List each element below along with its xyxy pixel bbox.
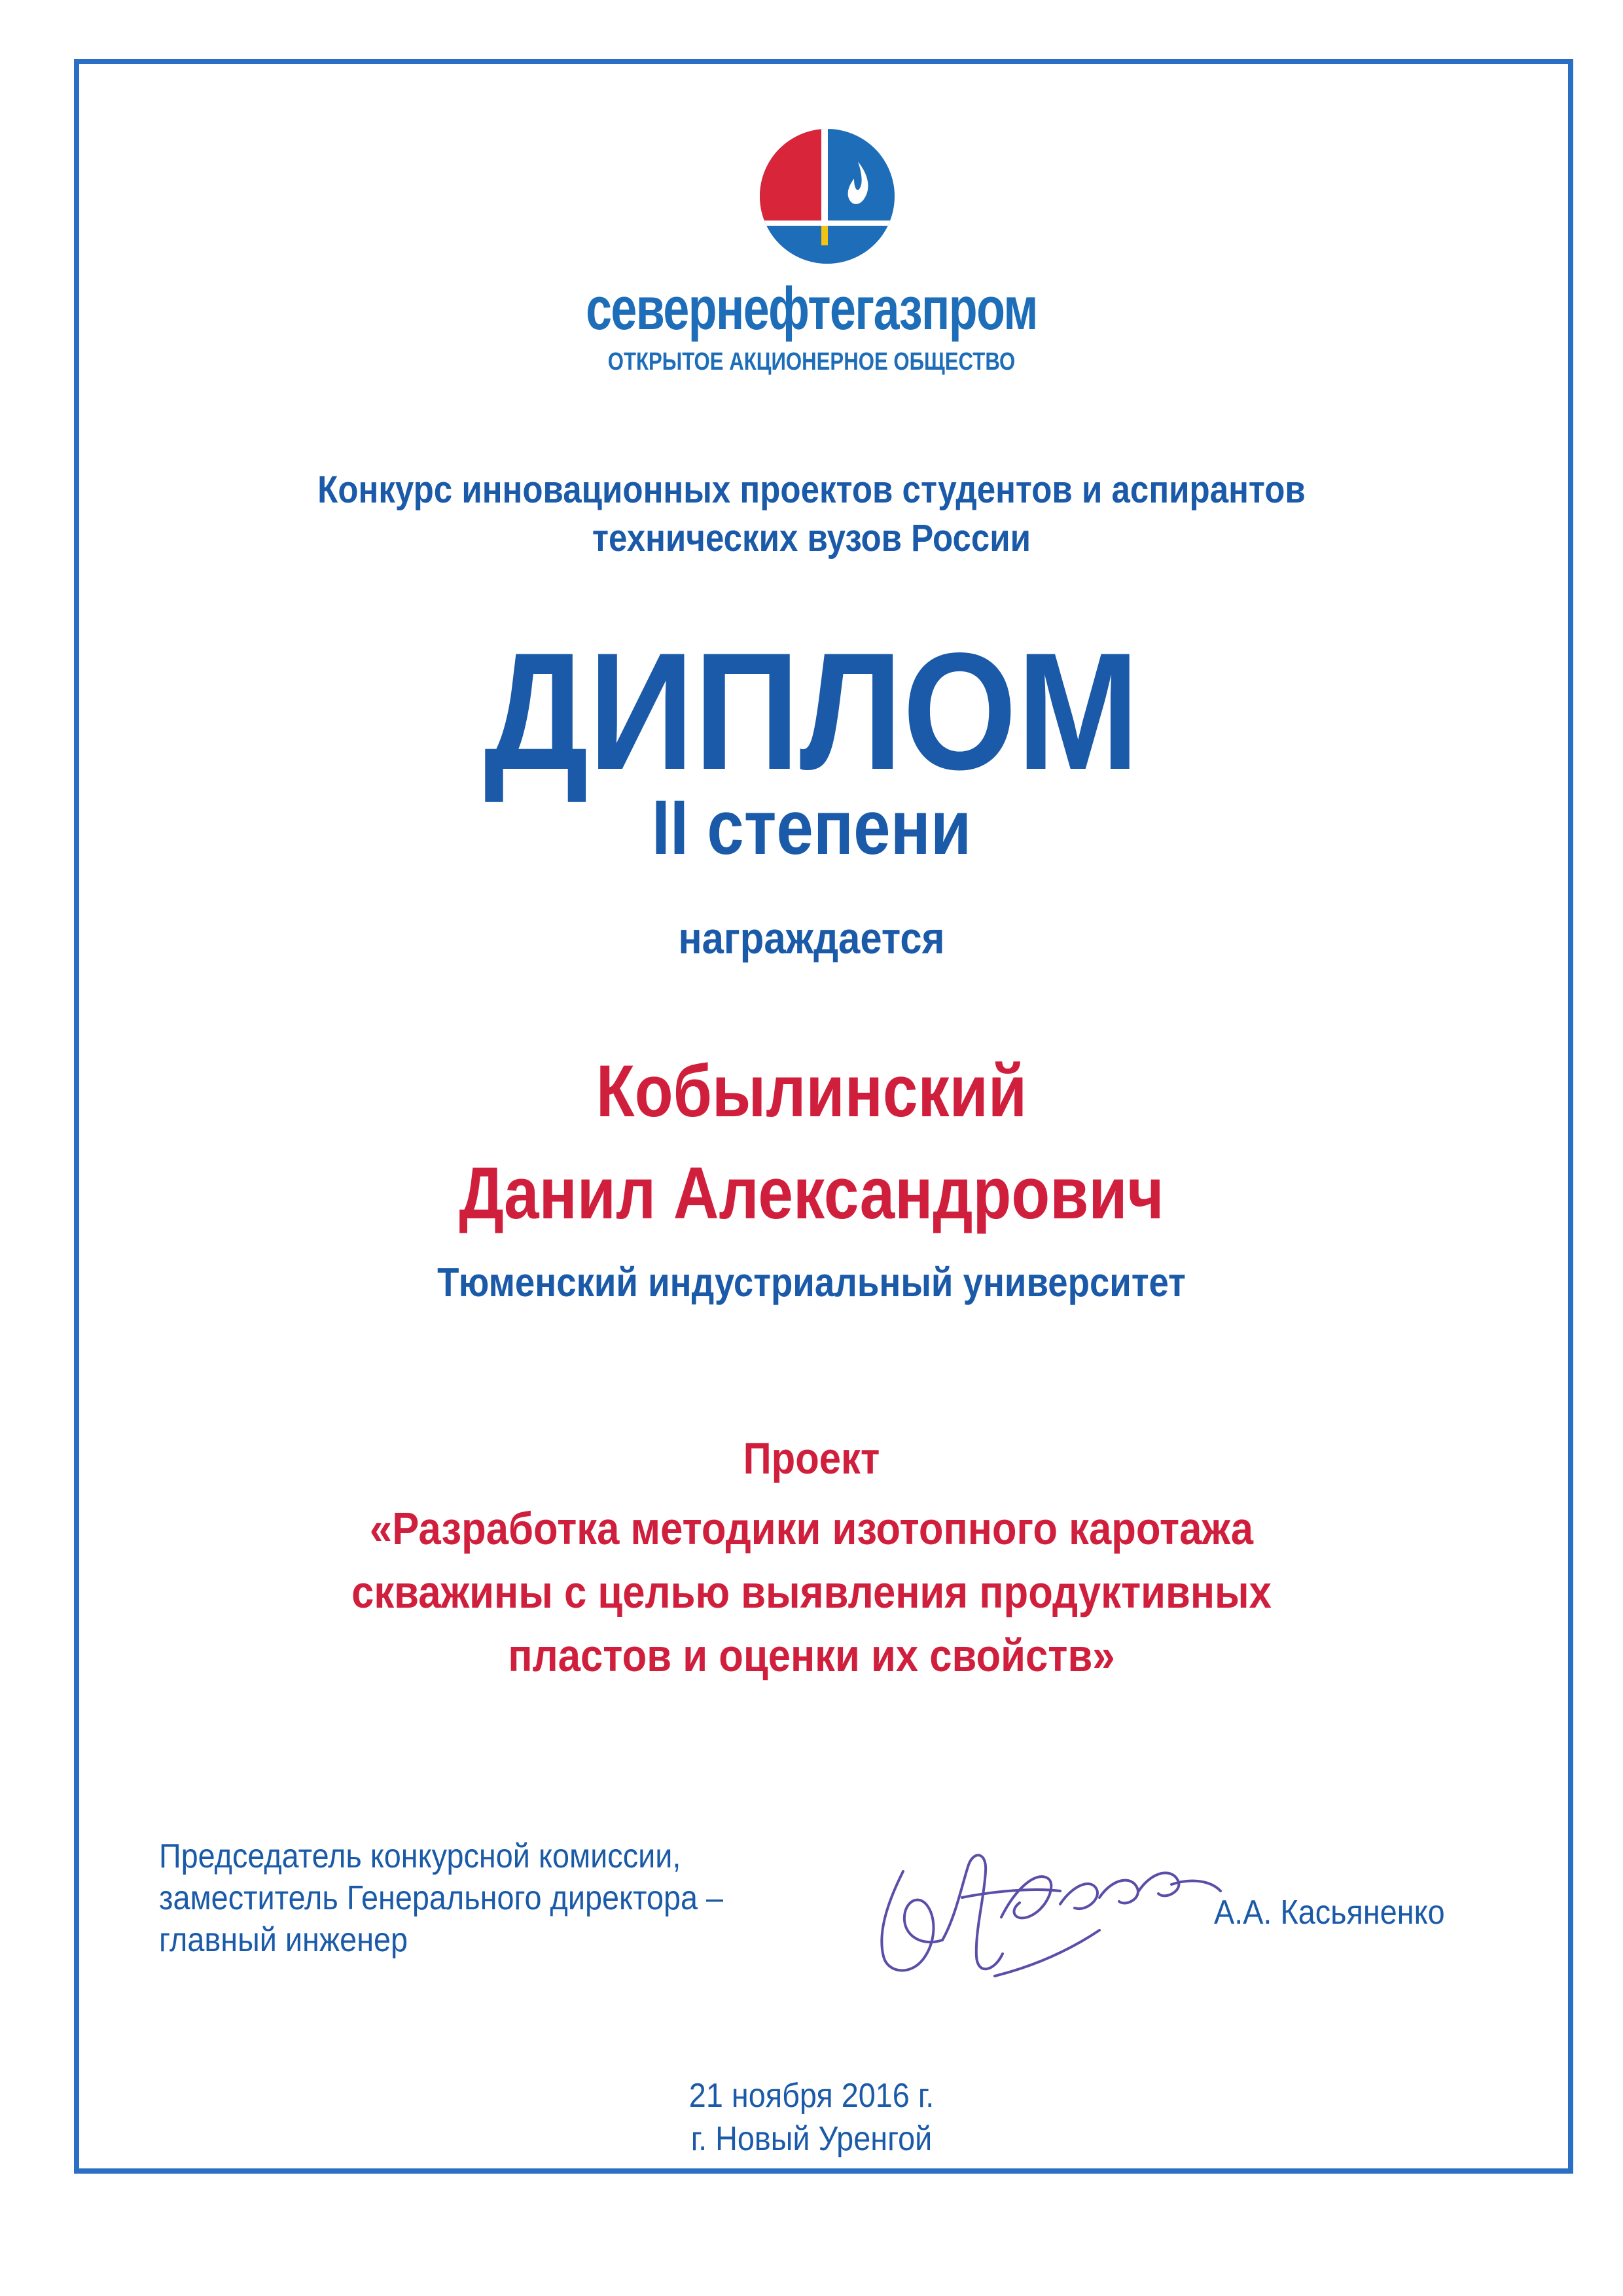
project-title-line2: скважины с целью выявления продуктивных: [351, 1566, 1272, 1617]
contest-title: [98, 466, 1525, 563]
contest-title-line1: Конкурс инновационных проектов студентов и аспирантов: [317, 468, 1306, 511]
recipient-given-names: Данил Александрович: [459, 1152, 1164, 1234]
issue-place: г. Новый Уренгой: [690, 2120, 933, 2158]
company-legal-form: ОТКРЫТОЕ АКЦИОНЕРНОЕ ОБЩЕСТВО: [607, 348, 1016, 376]
recipient-surname: Кобылинский: [596, 1050, 1027, 1132]
company-name: севернефтегазпром: [586, 275, 1037, 342]
diploma-degree: II степени: [651, 785, 972, 871]
signatory-role-line2: заместитель Генерального директора –: [159, 1879, 724, 1917]
signatory-role-line1: Председатель конкурсной комиссии,: [159, 1837, 681, 1875]
signatory-name: А.А. Касьяненко: [1214, 1894, 1445, 1932]
contest-title-line2: технических вузов России: [592, 517, 1031, 559]
issue-date: 21 ноября 2016 г.: [688, 2077, 935, 2115]
recipient-name: [114, 1040, 1510, 1245]
recipient-university: Тюменский индустриальный университет: [437, 1260, 1186, 1305]
project-title: [98, 1497, 1525, 1687]
awarded-label: награждается: [678, 913, 945, 963]
issue-info: [81, 2074, 1542, 2161]
signatory-role-line3: главный инженер: [159, 1921, 408, 1959]
project-title-line3: пластов и оценки их свойств»: [508, 1630, 1115, 1681]
signatory-role: [159, 1835, 807, 1961]
signature: [864, 1826, 1230, 1996]
company-logo: [758, 128, 896, 265]
project-title-line1: «Разработка методики изотопного каротажа: [369, 1503, 1254, 1554]
project-label: Проект: [743, 1434, 880, 1483]
diploma-title: ДИПЛОМ: [484, 618, 1139, 805]
